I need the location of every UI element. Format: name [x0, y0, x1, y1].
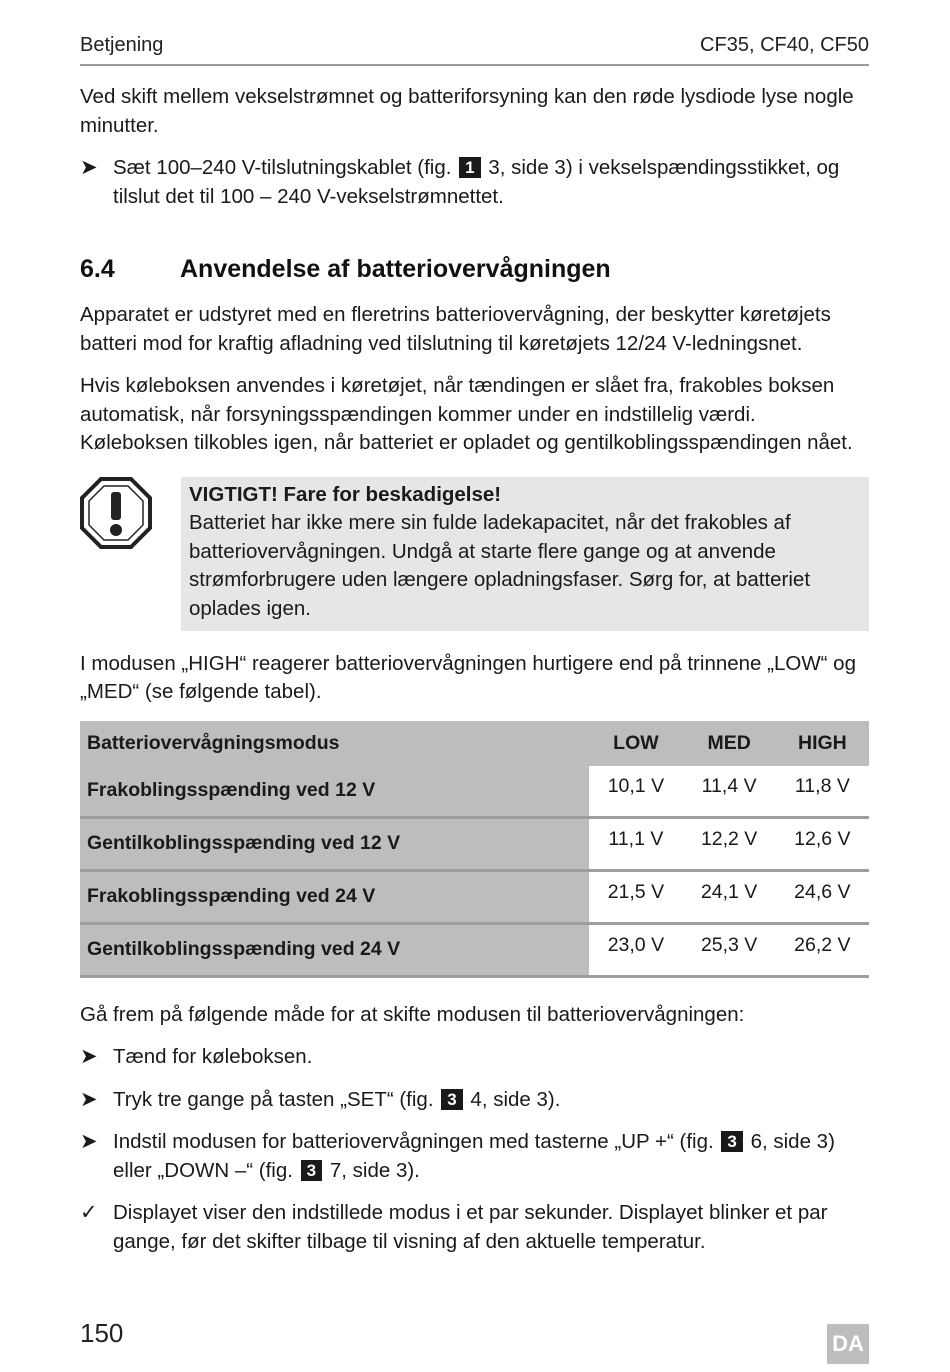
- warning-panel: [181, 477, 869, 631]
- figure-number: 3: [301, 1160, 322, 1181]
- row-label: Gentilkoblingsspænding ved 24 V: [80, 923, 589, 976]
- section-title: Anvendelse af batteriovervågningen: [180, 255, 611, 283]
- row-label: Frakoblingsspænding ved 24 V: [80, 870, 589, 923]
- header-section: Betjening: [80, 34, 164, 56]
- warning-notice: [80, 477, 869, 631]
- running-header: [80, 28, 869, 66]
- warning-octagon-icon: [80, 477, 152, 549]
- table-header-row: [80, 721, 869, 766]
- instruction-step: ➤ Tænd for køleboksen.: [80, 1043, 869, 1072]
- column-header: HIGH: [776, 721, 869, 766]
- table-row: [80, 870, 869, 923]
- table-cell: 11,4 V: [683, 766, 776, 818]
- instruction-step: ➤ Indstil modusen for batteriovervågningen med tasterne „UP +“ (fig. 3 6, side 3) eller „DOWN –“ (fig. 3 7, side 3).: [80, 1130, 835, 1182]
- header-models: CF35, CF40, CF50: [700, 34, 869, 56]
- figure-number: 3: [721, 1131, 742, 1152]
- row-label: Frakoblingsspænding ved 12 V: [80, 766, 589, 818]
- table-row: [80, 817, 869, 870]
- table-row: [80, 766, 869, 818]
- figure-number: 1: [459, 157, 480, 178]
- paragraph: Hvis køleboksen anvendes i køretøjet, når tændingen er slået fra, frakobles boksen automatisk, når forsyningsspændingen kommer under en indstillelig værdi. Køleboksen tilkobles igen, når batteriet er opladet og gentilkoblingsspændingen nået.: [80, 374, 853, 454]
- paragraph: I modusen „HIGH“ reagerer batteriovervågningen hurtigere end på trinnene „LOW“ og „MED“ (se følgende tabel).: [80, 651, 856, 703]
- arrow-marker-icon: ➤: [80, 1087, 98, 1111]
- section-number: 6.4: [80, 255, 115, 283]
- instruction-step: ➤ Sæt 100–240 V-tilslutningskablet (fig. 1 3, side 3) i vekselspændingsstikket, og tilslut det til 100 – 240 V-vekselstrømnettet.: [80, 156, 840, 208]
- table-cell: 24,1 V: [683, 870, 776, 923]
- battery-monitor-table: [80, 721, 869, 978]
- table-row: [80, 923, 869, 976]
- table-cell: 12,6 V: [776, 817, 869, 870]
- warning-text: Batteriet har ikke mere sin fulde ladekapacitet, når det frakobles af batteriovervågningen. Undgå at starte flere gange og at anvende strømforbrugere uden længere opladningsfaser. Sørg for, at batteriet oplades igen.: [189, 511, 811, 620]
- table-cell: 12,2 V: [683, 817, 776, 870]
- arrow-marker-icon: ➤: [80, 1045, 98, 1068]
- table-cell: 11,8 V: [776, 766, 869, 818]
- result-step: ✓ Displayet viser den indstillede modus i et par sekunder. Displayet blinker et par gange, før det skifter tilbage til visning af den aktuelle temperatur.: [80, 1201, 828, 1253]
- page: [80, 28, 869, 1256]
- arrow-marker-icon: ➤: [80, 156, 98, 179]
- page-number: 150: [80, 1318, 124, 1348]
- table-cell: 24,6 V: [776, 870, 869, 923]
- paragraph: Apparatet er udstyret med en fleretrins batteriovervågning, der beskytter køretøjets batteri mod for kraftig afladning ved tilslutning til køretøjets 12/24 V-ledningsnet.: [80, 303, 831, 355]
- table-cell: 25,3 V: [683, 923, 776, 976]
- row-label: Gentilkoblingsspænding ved 12 V: [80, 817, 589, 870]
- table-cell: 21,5 V: [589, 870, 682, 923]
- table-cell: 10,1 V: [589, 766, 682, 818]
- warning-title: VIGTIGT! Fare for beskadigelse!: [189, 482, 502, 506]
- column-header: LOW: [589, 721, 682, 766]
- column-header: Batteriovervågningsmodus: [80, 721, 589, 766]
- table-cell: 11,1 V: [589, 817, 682, 870]
- paragraph: Gå frem på følgende måde for at skifte modusen til batteriovervågningen:: [80, 1002, 745, 1026]
- intro-paragraph: Ved skift mellem vekselstrømnet og batteriforsyning kan den røde lysdiode lyse nogle minutter.: [80, 85, 854, 137]
- arrow-marker-icon: ➤: [80, 1130, 98, 1153]
- section-heading: [80, 253, 869, 285]
- table-cell: 26,2 V: [776, 923, 869, 976]
- instruction-step: ➤ Tryk tre gange på tasten „SET“ (fig. 3 4, side 3).: [80, 1086, 869, 1115]
- check-marker-icon: ✓: [80, 1201, 98, 1224]
- column-header: MED: [683, 721, 776, 766]
- figure-number: 3: [441, 1089, 462, 1110]
- language-tab: DA: [827, 1324, 869, 1364]
- table-cell: 23,0 V: [589, 923, 682, 976]
